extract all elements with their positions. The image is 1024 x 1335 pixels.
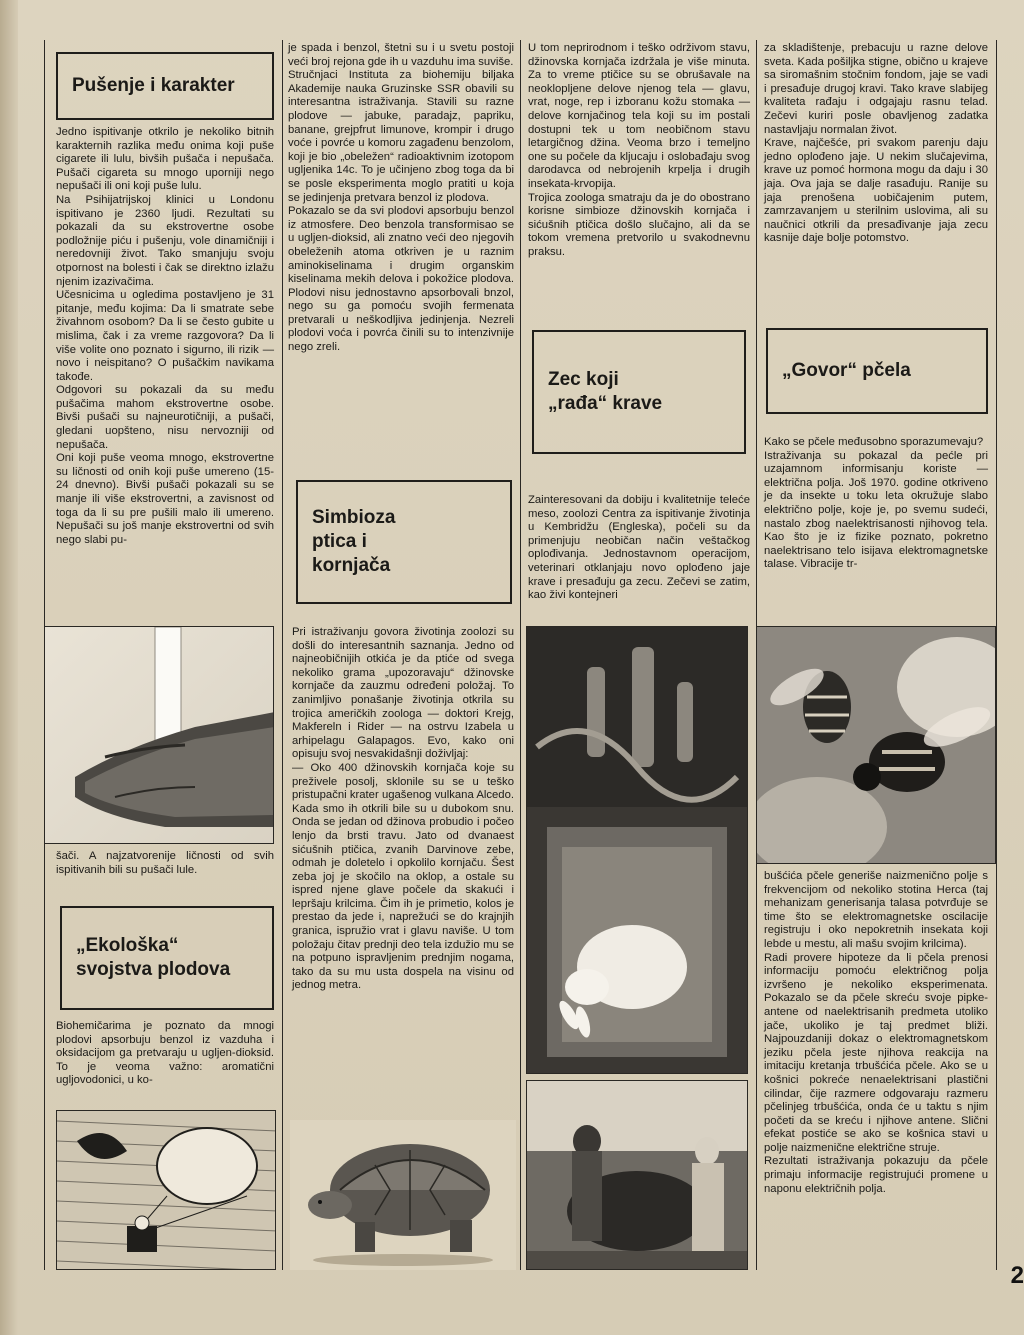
headline-zec: Zec koji „rađa“ krave — [548, 369, 663, 414]
photo-cigarette-hand — [44, 626, 274, 844]
article-pusenje-top — [56, 126, 274, 547]
article-text: Zainteresovani da dobiju i kvalitetnije teleće meso, zoolozi Centra za ispitivanje životinja u Kembridžu (Engleska), počeli su da primenjuju neobičan način veštačkog oplođivanja. Jednostavnom operacijom, veterinari otklanjaju novo oplođeno jaje krave i presađuju ga zecu. Zečevi se zatim, kao živi kontejneri — [528, 494, 750, 602]
photo-tortoise — [290, 1120, 516, 1270]
article-zec-continued — [764, 42, 988, 246]
article-ekoloska — [56, 1020, 274, 1088]
article-text: šači. A najzatvorenije ličnosti od svih ispitivanih bili su pušači lule. — [56, 850, 274, 876]
photo-rabbit-lab — [526, 626, 748, 1074]
article-text: U tom neprirodnom i teško održivom stavu, džinovska kornjača izdržala je više minuta. Za to vreme ptičice su se obrušavale na neoklopljene delove njenog tela — glavu, vrat, noge, rep i izboranu kožu stomaka — delove kornjačinog tela koji su im postali dostupni tek u tom neobičnom stavu letargičnog džina. Veoma brzo i temeljno one su počele da kljucaju i oslobađaju svog darodavca od nebrojenih krpelja i drugih insekata-krvopija. Trojica zoologa smatraju da je do obostrano korisne simbioze džinovskih kornjača i sićušnih ptičica došlo slučajno, ali da se tokom vremena pretvorilo u svakodnevnu praksu. — [528, 42, 750, 258]
fruit-parachute-image — [57, 1111, 276, 1270]
column-rule — [520, 40, 521, 1270]
article-text: bušćića pčele generiše naizmenično polje s frekvencijom od nekoliko stotina Herca (taj mehanizam generisanja talasa potvrđuje se time što se elektromagnetske oscilacije registruju i oko nepokretnih insekata koji lebde u mestu, ali mašu svojim krilcima). Radi provere hipoteze da li pčela prenosi informaciju pomoću električnog polja izvršeno je nekoliko eksperimenata. Pokazalo se da pčele skreću svoje pipke-antene od naelektrisanih predmeta utoliko jače, ukoliko je taj predmet bliži. Najpouzdaniji dokaz o elektromagnetskom jeziku pčela jeste njihova reakcija na imitaciju kretanja trbušćića pčele. Ako se u košnici pokreće nenaelektrisani plastični cilindar, čije razmere odgovaraju razmeru pčelinjeg trbušćića, onda će u taktu s njim početi da se kreću i njihove antene. Slični efekat postiće se ako se košnica stavi u polje naizmenične električne struje. Rezultati istraživanja pokazuju da pčele primaju informacije registrujući promene u naponu električnih polja. — [764, 870, 988, 1195]
headline-box-pusenje — [56, 52, 274, 120]
article-govor-top — [764, 436, 988, 572]
article-pusenje-bottom — [56, 850, 274, 877]
article-simbioza — [292, 626, 514, 993]
headline-pusenje: Pušenje i karakter — [72, 75, 235, 96]
headline-govor: „Govor“ pčela — [782, 360, 911, 381]
headline-box-govor — [766, 328, 988, 414]
article-text: je spada i benzol, štetni su i u svetu postoji veći broj rejona gde ih u vazduhu ima suviše. Stručnjaci Instituta za biohemiju biljaka Akademije nauka Gruzinske SSR obavili su interesantna istraživanja. Stavili su razne plodove — jabuke, paradajz, papriku, banane, grejpfrut limunove, krompir i drugo voće i povrće u komoru zagađenu benzolom, koji je bio „obeležen“ radioaktivnim izotopom ugljenika 14c. To je učinjeno zbog toga da bi se posle eksperimenta moglo pratiti u koja se jedinjenja pretvara benzol iz plodova. Pokazalo se da svi plodovi apsorbuju benzol iz atmosfere. Deo benzola transformisao se u ugljen-dioksid, ali znatno veći deo njegovih obeleženih atoma otkriven je u raznim aminokiselinama i drugim organskim kiselinama mekih delova i pokožice plodova. Plodovi nisu jednostavno apsorbovali bnzol, nego su ga pomoću svojih fermenata pretvarali u neškodljiva jedinjenja. Nezreli plodovi voća i povrća činili su to intenzivnije nego zreli. — [288, 42, 514, 354]
article-text: Pri istraživanju govora životinja zoolozi su došli do interesantnih saznanja. Jedno od najneobičnijih otkića je da ptiće od svega nekoliko grama „upozoravaju“ džinovske kornjače da zauzmu određeni položaj. To zanimljivo ponašanje životinja otkrila su trojica američkih zoologa — doktori Krejg, Makfereln i Rider — na ostrvu Izabela u arhipelagu Galapagos. Evo, kako oni opisuju svoj nesvakidašnji doživljaj: — Oko 400 džinovskih kornjača koje su preživele posolj, sklonile su se u teško pristupačni krater ugašenog vulkana Alcedo. Kada smo ih otkrili bile su u dubokom snu. Onda se jedan od džinova probudio i počeo lenjo da brsti travu. Jato od dvanaest sićušnih ptičica, zvanih Darvinove zebe, odmah je doletelo i opkolilo kornjaču. Šest zeba joj je skočilo na oklop, a ostale su ispred njene glave počele da skakući i lepršaju krilcima. Čim ih je primetio, kolos je prestao da jede i, naprežući se do krajnjih granica, ispružio vrat i glavu naviše. U tom položaju čitav prednji deo tela izdužio mu se na potpuno ispravljenim prednjim nogama, tako da su mu usta dospela na visinu od jednog metra. — [292, 626, 514, 992]
article-text: Jedno ispitivanje otkrilo je nekoliko bitnih karakternih razlika među onima koji puše cigarete ili lulu, bivših pušača i nepušača. Pušači cigareta su mnogo uporniji nego nepušači ili oni koji puše lulu. Na Psihijatrijskoj klinici u Londonu ispitivano je 2360 ljudi. Rezultati su pokazali da su ekstrovertne osobe podložnije piću i pušenju, vole dinamičniji i neredovniji život. Tako smanjuju svoju otpornost na bolesti i čak se direktno izlažu njenim izazivačima. Učesnicima u ogledima postavljeno je 31 pitanje, među kojima: Da li smatrate sebe živahnom osobom? Da li se često gubite u mislima, čak i za vreme razgovora? Da li više volite ono poznato i sigurno, ili rizik — novo i neispitano? O pušačkim navikama takođe. Odgovori su pokazali da su među pušačima mahom ekstrovertne osobe. Bivši pušači su najneurotičniji, a pušači, gledani uopšteno, nisu nervozniji od nepušača. Oni koji puše veoma mnogo, ekstrovertne su ličnosti od onih koji puše umereno (15-24 dnevno). Bivši pušači pokazali su se manje ili više ekstrovertni, a zavisnost od toga da li su pre pušili malo ili umereno. Nepušači su još manje ekstrovertni od svih nego slabi pu- — [56, 126, 274, 546]
photo-bees — [756, 626, 996, 864]
rabbit-lab-image — [527, 627, 748, 1074]
illustration-fruit-parachute — [56, 1110, 276, 1270]
cigarette-hand-image — [45, 627, 274, 844]
page-number: 2 — [1010, 1262, 1024, 1289]
headline-ekoloska: „Ekološka“ svojstva plodova — [76, 935, 231, 980]
headline-box-ekoloska — [60, 906, 274, 1010]
headline-box-simbioza — [296, 480, 512, 604]
headline-box-zec — [532, 330, 746, 454]
bees-image — [757, 627, 996, 864]
column-rule — [282, 40, 283, 1270]
article-ekoloska-continued — [288, 42, 514, 355]
tortoise-image — [290, 1120, 516, 1270]
article-text: Biohemičarima je poznato da mnogi plodovi apsorbuju benzol iz vazduha i oksidacijom ga pretvaraju u ugljen-dioksid. To je veoma važno: aromatični ugljovodonici, u ko- — [56, 1020, 274, 1087]
page-edge-shadow — [0, 0, 18, 1335]
article-text: za skladištenje, prebacuju u razne delove sveta. Kada pošiljka stigne, obično u krajeve sa siromašnim stočnim fondom, jaje se vadi i presađuje drugoj kravi. Tako krave slabijeg kvaliteta rađaju i odgajaju rasnu telad. Zečevi kuriri posle obavljenog zadatka nastavljaju normalan život. Krave, najčešće, pri svakom parenju daju jedno oplođeno jaje. U nekim slučajevima, krave uz pomoć hormona mogu da daju i 30 jaja. Ova jaja se dalje rasađuju. Ranije su jaja prenošena uobičajenim putem, zamrzavanjem u sterilnim uslovima, ali su naučnici otkrili da presađivanje jaja zecu kasnije daje bolje potomstvo. — [764, 42, 988, 245]
article-simbioza-continued — [528, 42, 750, 260]
article-text: Kako se pčele međusobno sporazumevaju? Istraživanja su pokazal da pećle pri uzajamnom informisanju koriste — električna polja. Još 1970. godine otkriveno je da insekte u toku leta okružuje slabo električno polje, koje je, po svemu sudeći, nastalo zbog naelektrisanosti njihovog tela. Kao što je iz fizike poznato, pokretno naelektrisano telo isijava elektromagnetske talase. Vibracije tr- — [764, 436, 988, 571]
article-zec — [528, 494, 750, 603]
article-govor-bottom — [764, 870, 988, 1196]
column-rule — [996, 40, 997, 1270]
headline-simbioza: Simbioza ptica i kornjača — [312, 507, 396, 576]
photo-cow-vets — [526, 1080, 748, 1270]
cow-vets-image — [527, 1081, 748, 1270]
